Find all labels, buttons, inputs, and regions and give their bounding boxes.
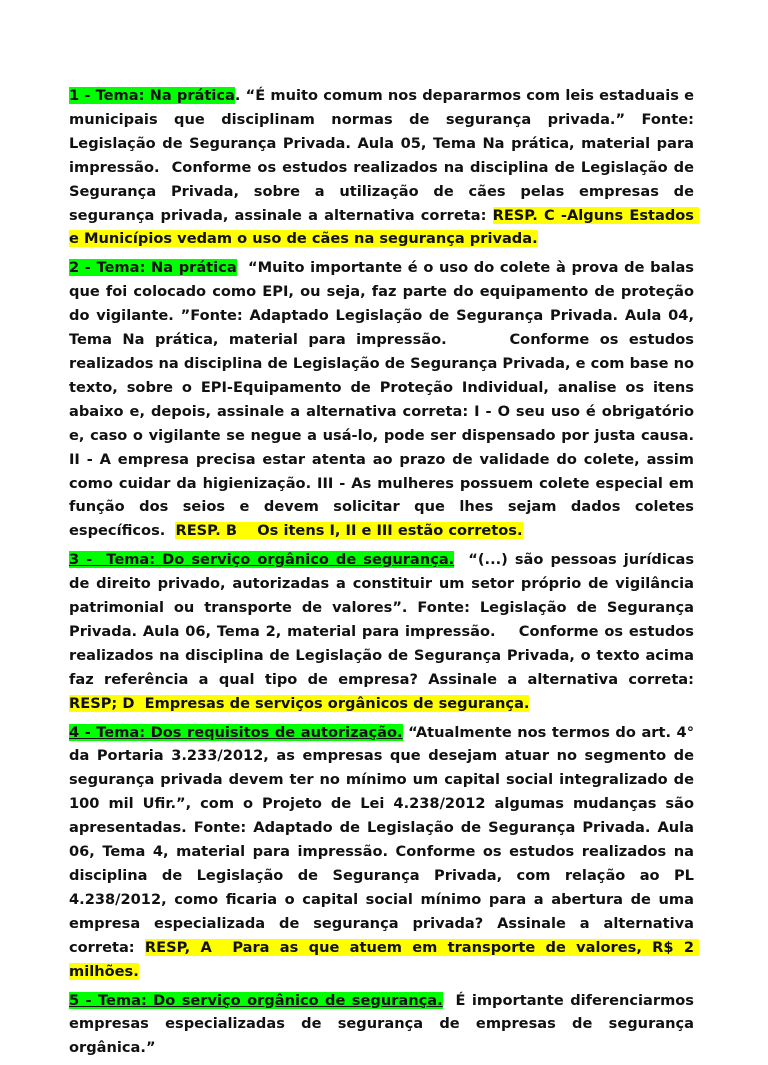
question-2-paragraph <box>69 256 705 543</box>
question-3-text: “(...) são pessoas jurídicas de direito privado, autorizadas a constituir um setor próprio de vigilância patrimonial ou transporte de valores”. Fonte: Legislação de Segurança Privada. Aula 06, Tema 2, material para impressão. Conforme os estudos realizados na disciplina de Legislação de Segurança Privada, o texto acima faz referência a qual tipo de empresa? Assinale a alternativa correta: <box>69 551 710 688</box>
question-1-text: . “É muito comum nos depararmos com leis estaduais e municipais que disciplinam normas de segurança privada.” Fonte: Legislação de Segurança Privada. Aula 05, Tema Na prática, material para impressão. Conforme os estudos realizados na disciplina de Legislação de Segurança Privada, sobre a utilização de cães pelas empresas de segurança privada, assinale a alternativa correta: <box>69 87 700 224</box>
question-3-answer: RESP; D Empresas de serviços orgânicos de segurança. <box>69 694 530 712</box>
question-2-answer: RESP. B Os itens I, II e III estão corretos. <box>175 522 523 540</box>
question-2-text: “Muito importante é o uso do colete à prova de balas que foi colocado como EPI, ou seja, faz parte do equipamento de proteção do vigilante. ”Fonte: Adaptado Legislação de Segurança Privada. Aula 04, Tema Na prática, material para impressão. Conforme os estudos realizados na disciplina de Legislação de Segurança Privada, e com base no texto, sobre o EPI-Equipamento de Proteção Individual, analise os itens abaixo e, depois, assinale a alternativa correta: I - O seu uso é obrigatório e, caso o vigilante se negue a usá-lo, pode ser dispensado por justa causa. II - A empresa precisa estar atenta ao prazo de validade do colete, assim como cuidar da higienização. III - As mulheres possuem colete especial em função dos seios e devem solicitar que lhes sejam dados coletes específicos. <box>69 259 705 540</box>
question-4-topic: 4 - Tema: Dos requisitos de autorização. <box>69 723 403 741</box>
question-4-paragraph <box>69 721 700 984</box>
question-5-text: É importante diferenciarmos empresas especializadas de segurança de empresas de segurança orgânica.” <box>69 991 700 1057</box>
question-3-topic: 3 - Tema: Do serviço orgânico de segurança. <box>69 551 455 569</box>
question-1-answer: RESP. C -Alguns Estados e Municípios vedam o uso de cães na segurança privada. <box>69 206 700 248</box>
question-1-topic: 1 - Tema: Na prática <box>69 87 235 104</box>
question-5-paragraph <box>69 989 700 1061</box>
question-4-text: “Atualmente nos termos do art. 4° da Portaria 3.233/2012, as empresas que desejam atuar no segmento de segurança privada devem ter no mínimo um capital social integralizado de 100 mil Ufir.”, com o Projeto de Lei 4.238/2012 algumas mudanças são apresentadas. Fonte: Adaptado de Legislação de Segurança Privada. Aula 06, Tema 4, material para impressão. Conforme os estudos realizados na disciplina de Legislação de Segurança Privada, com relação ao PL 4.238/2012, como ficaria o capital social mínimo para a abertura de uma empresa especializada de segurança privada? Assinale a alternativa correta: <box>69 723 700 956</box>
question-4-answer: RESP, A Para as que atuem em transporte de valores, R$ 2 milhões. <box>69 938 700 980</box>
document-page <box>69 84 710 1065</box>
question-2-topic: 2 - Tema: Na prática <box>69 259 237 277</box>
question-3-paragraph <box>69 548 710 715</box>
question-5-topic: 5 - Tema: Do serviço orgânico de segurança. <box>69 991 443 1009</box>
question-1-paragraph <box>69 84 700 251</box>
